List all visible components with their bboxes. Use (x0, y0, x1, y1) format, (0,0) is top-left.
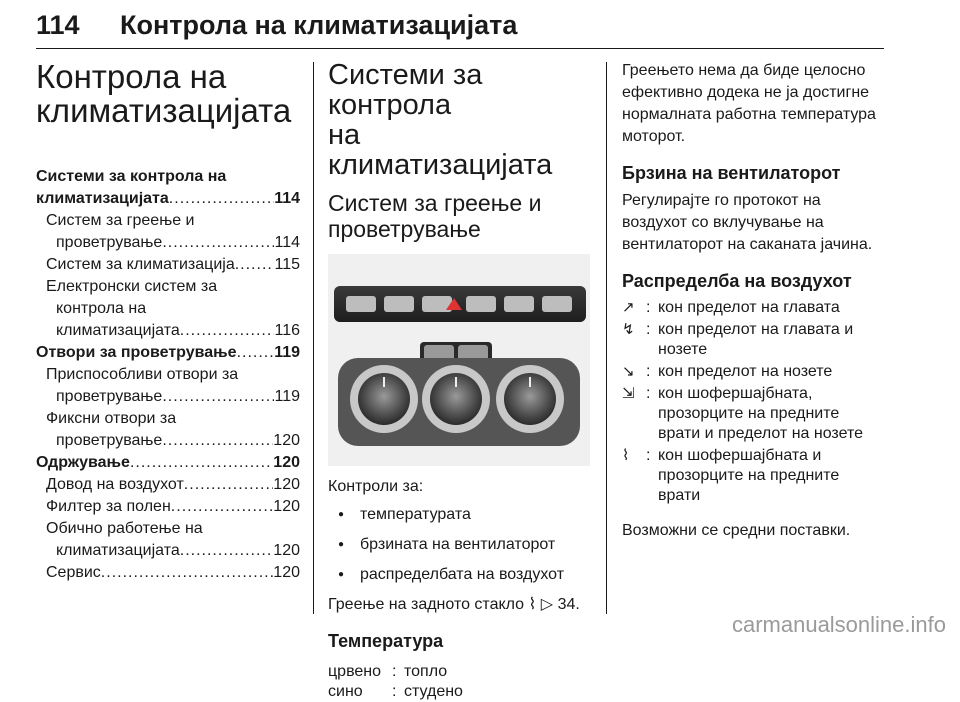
controls-list (328, 504, 592, 586)
toc-entry[interactable] (36, 562, 300, 584)
rear-window-ref: 34. (557, 596, 580, 613)
subsection-title-line-2: проветрување (328, 216, 481, 242)
list-item: ● брзината на вентилаторот (328, 534, 592, 556)
control-panel-illustration (328, 254, 590, 466)
toc-entry-text: проветрување (56, 388, 163, 405)
toc-page-number: 120 (273, 564, 300, 581)
toc-entry-text: Сервис (46, 564, 101, 581)
rear-window-note (328, 594, 592, 616)
toc-leader-dots (180, 320, 275, 342)
toc-page-number: 120 (273, 542, 300, 559)
toc-entry-text: Одржување (36, 454, 130, 471)
toc-entry[interactable] (36, 474, 300, 496)
toc-entry-text: контрола на (56, 300, 147, 317)
toc-leader-dots (237, 342, 275, 364)
toc-entry-text: Систем за климатизација (46, 256, 235, 273)
column-divider (313, 62, 314, 614)
feet-icon: ↘ (622, 363, 635, 380)
list-item: ↯ : кон пределот на главата и нозете (622, 320, 884, 360)
toc-leader-dots (180, 540, 274, 562)
chapter-title-line-1: Контрола на (36, 58, 227, 95)
toc-entry-text: Електронски систем за (46, 278, 218, 295)
toc-page-number: 114 (274, 234, 300, 251)
temperature-row: црвено : топло (328, 663, 448, 680)
list-item: ↘ : кон пределот на нозете (622, 362, 884, 382)
head-feet-icon: ↯ (622, 321, 635, 338)
air-distribution-heading: Распределба на воздухот (622, 271, 852, 291)
toc-leader-dots (169, 188, 274, 210)
distribution-text: кон пределот на главата (658, 299, 840, 316)
toc-entry-text: Довод на воздухот (46, 476, 184, 493)
toc-entry[interactable] (36, 342, 300, 364)
temperature-row: сино : студено (328, 683, 463, 700)
toc-page-number: 120 (273, 432, 300, 449)
toc-entry-text: климатизацијата (56, 542, 180, 559)
toc-page-number: 114 (274, 190, 300, 207)
running-header: Контрола на климатизацијата (120, 10, 518, 40)
toc-entry[interactable] (36, 232, 300, 254)
heating-paragraph: Греењето нема да биде целосно ефективно додека не ја достигне нормалната работна температура моторот. (622, 62, 876, 145)
column-divider (606, 62, 607, 614)
toc-entry-text: климатизацијата (56, 322, 180, 339)
distribution-text: кон шофершајбната и прозорците на предните врати (658, 447, 840, 504)
toc-entry-text: Филтер за полен (46, 498, 171, 515)
toc-column (36, 60, 300, 584)
page-number: 114 (36, 10, 80, 40)
toc-page-number: 120 (273, 454, 300, 471)
windscreen-feet-icon: ⇲ (622, 385, 635, 402)
toc-entry-text: Приспособливи отвори за (46, 366, 239, 383)
toc-page-number: 120 (273, 476, 300, 493)
list-item: ⌇ : кон шофершајбната и прозорците на предните врати (622, 446, 884, 506)
head-icon: ↗ (622, 299, 635, 316)
toc-entry-text: Фиксни отвори за (46, 410, 177, 427)
controls-intro: Контроли за: (328, 478, 424, 495)
toc-entry[interactable] (36, 364, 300, 386)
distribution-text: кон пределот на главата и нозете (658, 321, 854, 358)
toc-leader-dots (162, 386, 274, 408)
toc-entry[interactable] (36, 298, 300, 320)
toc-page-number: 120 (273, 498, 300, 515)
watermark: carmanualsonline.info (731, 612, 946, 637)
toc-leader-dots (171, 496, 274, 518)
air-distribution-list (622, 298, 884, 506)
toc-page-number: 119 (274, 388, 300, 405)
toc-leader-dots (235, 254, 275, 276)
toc-leader-dots (130, 452, 273, 474)
toc-entry[interactable] (36, 320, 300, 342)
section-title-line-1: Системи за контрола (328, 59, 483, 121)
right-column (622, 60, 884, 542)
toc-entry[interactable] (36, 518, 300, 540)
toc-entry[interactable] (36, 408, 300, 430)
toc-entry-text: Системи за контрола на (36, 168, 227, 185)
toc-leader-dots (162, 232, 274, 254)
distribution-text: кон пределот на нозете (658, 363, 833, 380)
intermediate-settings-note: Возможни се средни поставки. (622, 522, 851, 539)
temperature-heading: Температура (328, 631, 444, 651)
middle-column (328, 60, 592, 702)
toc-entry[interactable] (36, 254, 300, 276)
fan-speed-text: Регулирајте го протокот на воздухот со вклучување на вентилаторот на саканата јачина. (622, 192, 873, 253)
chapter-title-line-2: климатизацијата (36, 92, 292, 129)
toc-entry[interactable] (36, 496, 300, 518)
toc-page-number: 116 (274, 322, 300, 339)
fan-speed-heading: Брзина на вентилаторот (622, 163, 841, 183)
reference-arrow-icon: ▷ (540, 596, 554, 613)
toc-leader-dots (184, 474, 274, 496)
list-item: ⇲ : кон шофершајбната, прозорците на предните врати и пределот на нозете (622, 384, 884, 444)
toc-entry[interactable] (36, 210, 300, 232)
rear-window-text: Греење на задното стакло (328, 596, 525, 613)
toc-entry-text: проветрување (56, 432, 163, 449)
toc-entry-text: Отвори за проветрување (36, 344, 237, 361)
toc-entry-text: Систем за греење и (46, 212, 195, 229)
header-rule (36, 48, 884, 49)
toc-entry[interactable] (36, 188, 300, 210)
toc-entry[interactable] (36, 276, 300, 298)
toc-entry[interactable] (36, 430, 300, 452)
toc-entry[interactable] (36, 166, 300, 188)
subsection-title-line-1: Систем за греење и (328, 190, 542, 216)
toc-entry[interactable] (36, 540, 300, 562)
control-panel-photo (328, 254, 590, 466)
list-item: ● температурата (328, 504, 592, 526)
toc-entry-text: проветрување (56, 234, 163, 251)
toc-entry-text: Обично работење на (46, 520, 203, 537)
list-item: ↗ : кон пределот на главата (622, 298, 884, 318)
toc-leader-dots (162, 430, 273, 452)
toc-page-number: 119 (274, 344, 300, 361)
toc-leader-dots (101, 562, 274, 584)
list-item: ● распределбата на воздухот (328, 564, 592, 586)
toc-entry-text: климатизацијата (36, 190, 169, 207)
toc-entry[interactable] (36, 386, 300, 408)
toc-page-number: 115 (274, 256, 300, 273)
toc-entry[interactable] (36, 452, 300, 474)
table-of-contents (36, 166, 300, 584)
distribution-text: кон шофершајбната, прозорците на предните врати и пределот на нозете (658, 385, 863, 442)
section-title-line-2: на климатизацијата (328, 119, 553, 181)
rear-defrost-icon: ⌇ (528, 596, 537, 613)
temperature-table (328, 662, 592, 702)
windscreen-icon: ⌇ (622, 447, 630, 464)
